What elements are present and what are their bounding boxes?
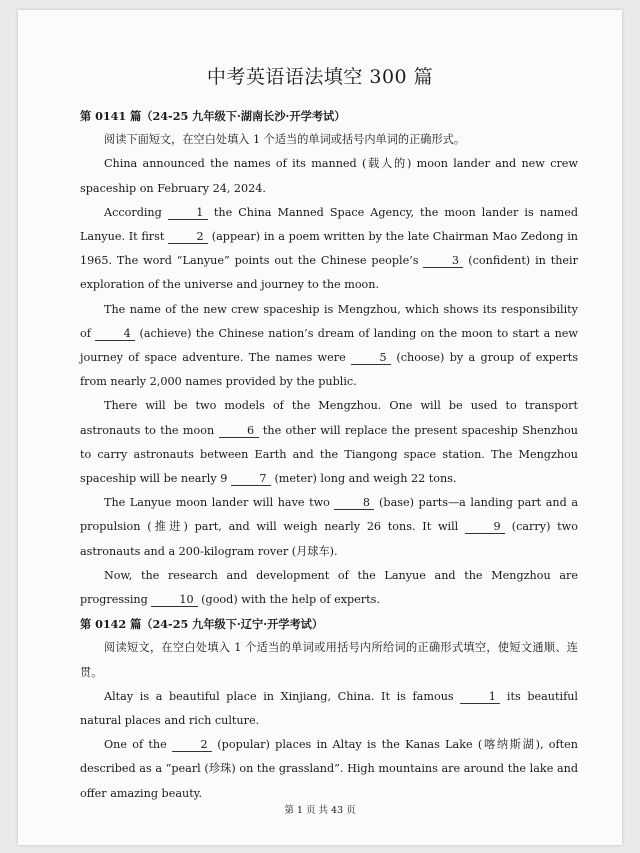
text-run: the China Manned Space Agency, the moon lander is named Lanyue. It first: [80, 205, 578, 244]
passage-instruction: 阅读下面短文，在空白处填入 1 个适当的单词或括号内单词的正确形式。: [104, 133, 466, 147]
text-run: (meter) long and weigh 22 tons.: [270, 472, 457, 486]
text-run: (appear) in a poem written by the late Chairman Mao Zedong in 1965. The word “Lanyue” points out the Chinese people’s: [80, 230, 578, 268]
passage-heading: 第 0142 篇（24-25 九年级下·辽宁·开学考试）: [80, 617, 324, 632]
paragraph: [80, 394, 578, 491]
text-run: (good) with the help of experts.: [197, 593, 380, 607]
text-run: The Lanyue moon lander will have two: [104, 496, 335, 510]
blank-5[interactable]: 5: [351, 351, 391, 365]
paragraph: [80, 685, 578, 733]
text-run: One of the: [104, 738, 173, 752]
blank-9[interactable]: 9: [465, 520, 505, 534]
blank-1[interactable]: 1: [168, 206, 208, 220]
blank-10[interactable]: 10: [151, 593, 197, 607]
page-footer: 第 1 页 共 43 页: [284, 805, 356, 816]
blank-6[interactable]: 6: [219, 424, 259, 438]
text-run: (achieve) the Chinese nation’s dream of landing on the moon to start a new journey of space adventure. The names were: [80, 326, 578, 365]
paragraph: [80, 298, 578, 395]
blank-3[interactable]: 3: [423, 254, 463, 268]
blank-8[interactable]: 8: [334, 496, 374, 510]
text-run: There will be two models of the Mengzhou. One will be used to transport astronauts to the moon: [80, 399, 578, 437]
paragraph: [80, 201, 578, 298]
blank-4[interactable]: 4: [95, 327, 135, 341]
text-run: (carry) two astronauts and a 200-kilogram rover (月球车).: [80, 520, 578, 558]
blank-2[interactable]: 2: [168, 230, 208, 244]
text-run: (confident) in their exploration of the universe and journey to the moon.: [80, 254, 578, 292]
paragraph: [80, 491, 578, 564]
passage-instruction: 阅读短文，在空白处填入 1 个适当的单词或用括号内所给词的正确形式填空，使短文通顺、连贯。: [80, 641, 578, 679]
text-run: According: [104, 205, 168, 219]
passage-heading: 第 0141 篇（24-25 九年级下·湖南长沙·开学考试）: [80, 109, 346, 123]
blank-1[interactable]: 1: [460, 690, 500, 704]
text-run: Now, the research and development of the Lanyue and the Mengzhou are progressing: [80, 568, 578, 607]
document-page: [18, 10, 622, 845]
text-run: the other will replace the present spaceship Shenzhou to carry astronauts between Earth and the Tiangong space station. The Mengzhou spaceship will be nearly 9: [80, 423, 578, 486]
blank-2[interactable]: 2: [172, 738, 212, 752]
text-run: (base) parts—a landing part and a propulsion (推进) part, and will weigh nearly 26 tons. It will: [80, 496, 578, 534]
text-run: (choose) by a group of experts from nearly 2,000 names provided by the public.: [80, 351, 578, 389]
page-title: 中考英语语法填空 300 篇: [206, 66, 434, 88]
paragraph: [80, 564, 578, 612]
paragraph: [80, 733, 578, 806]
text-run: (popular) places in Altay is the Kanas Lake (喀纳斯湖), often described as a “pearl (珍珠) on the grassland”. High mountains are around the lake and offer amazing beauty.: [80, 738, 578, 800]
text-run: The name of the new crew spaceship is Mengzhou, which shows its responsibility of: [80, 302, 578, 340]
text-run: its beautiful natural places and rich culture.: [80, 689, 578, 728]
blank-7[interactable]: 7: [231, 472, 271, 486]
document-body: [80, 104, 578, 806]
text-run: Altay is a beautiful place in Xinjiang, China. It is famous: [104, 689, 461, 703]
paragraph: China announced the names of its manned (载人的) moon lander and new crew spaceship on February 24, 2024.: [80, 157, 578, 195]
